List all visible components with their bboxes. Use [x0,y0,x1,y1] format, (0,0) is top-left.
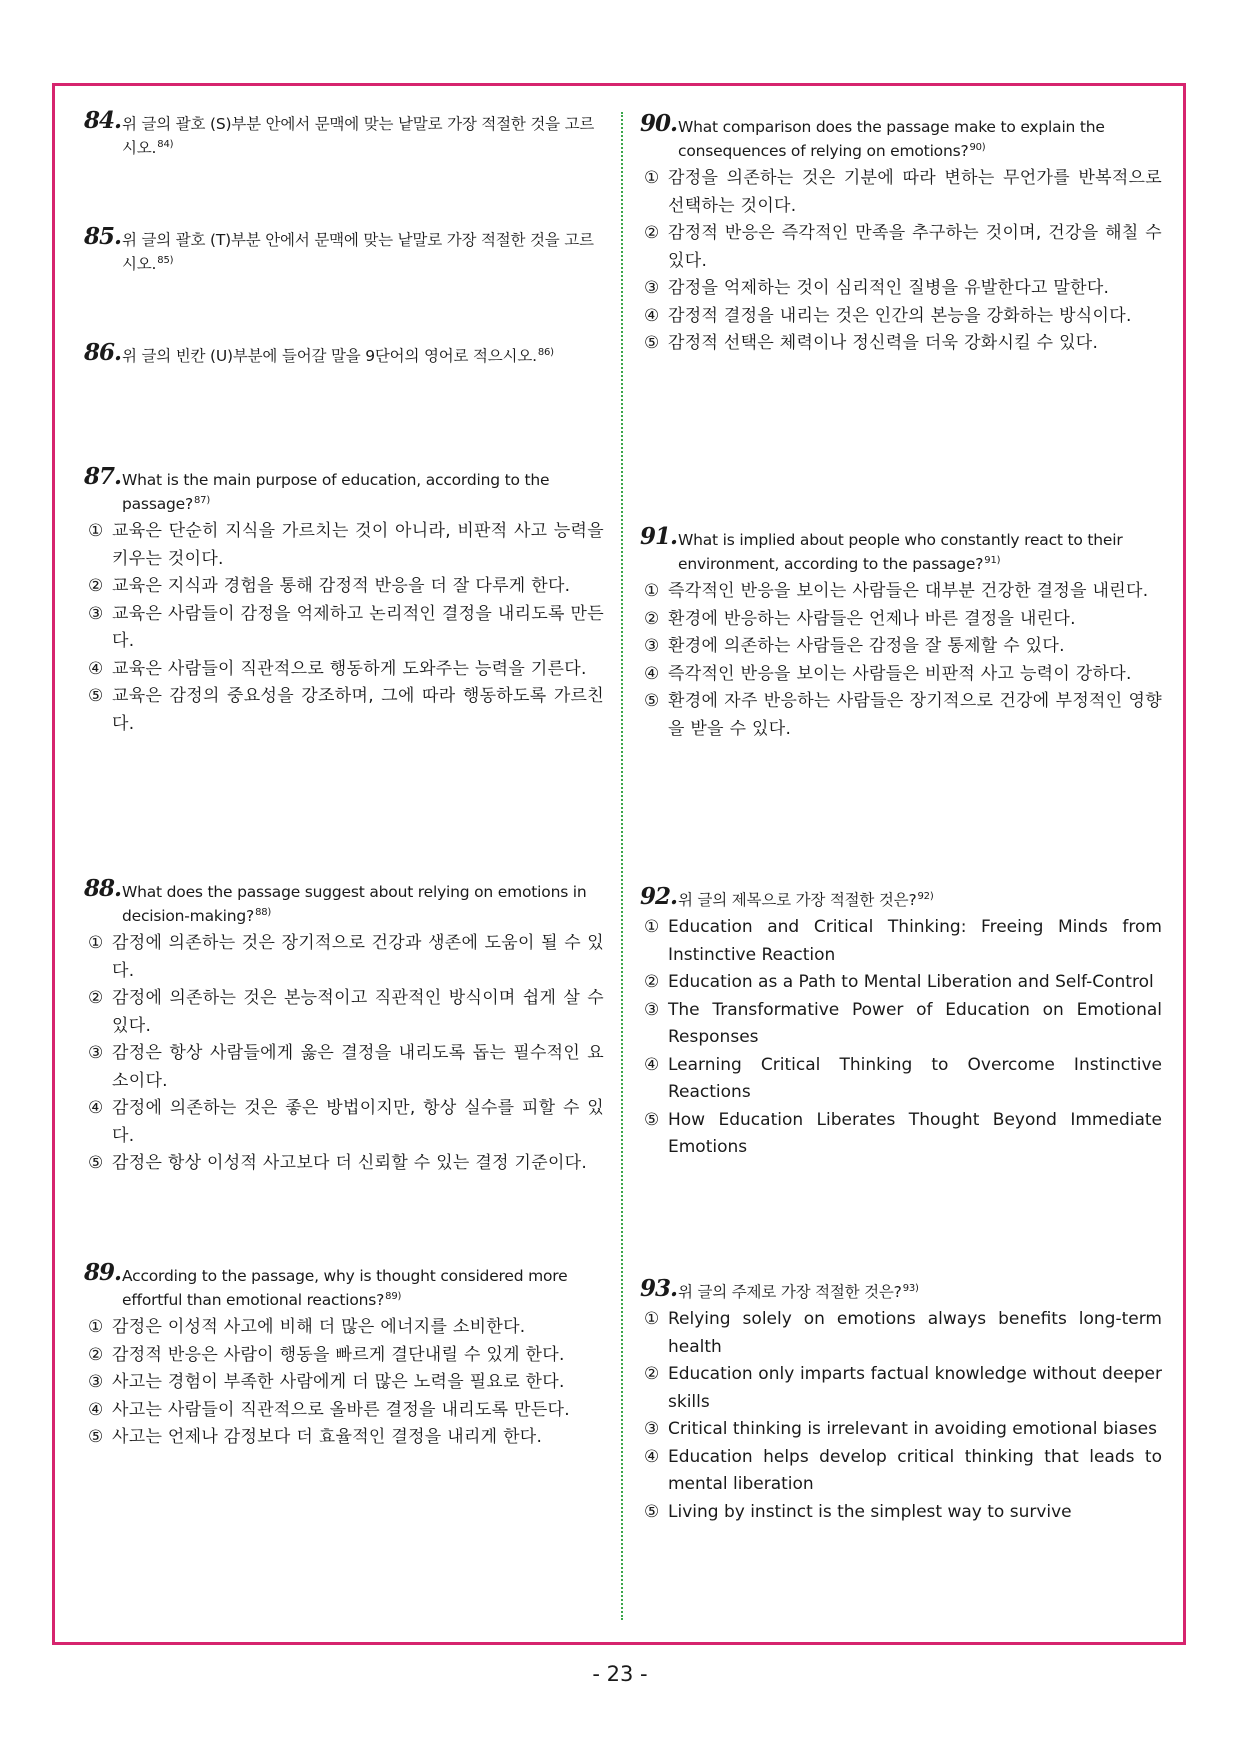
option-2[interactable] [84,985,604,1040]
option-2[interactable] [640,969,1162,997]
option-text: 즉각적인 반응을 보이는 사람들은 비판적 사고 능력이 강하다. [668,663,1132,684]
option-5[interactable] [640,1499,1162,1527]
option-marker: ⑤ [88,1153,104,1173]
option-text: Education as a Path to Mental Liberation and Self-Control [668,972,1154,992]
option-marker: ② [88,1344,104,1365]
option-text: 교육은 지식과 경험을 통해 감정적 반응을 더 잘 다루게 한다. [112,576,571,596]
footnote-ref: 91) [984,554,1001,566]
option-marker: ① [644,1309,660,1329]
option-text: 감정적 선택은 체력이나 정신력을 더욱 강화시킬 수 있다. [668,333,1099,353]
question-number: 91. [640,523,678,550]
option-5[interactable] [640,330,1162,358]
option-text: Living by instinct is the simplest way to survive [668,1501,1072,1522]
option-text: 감정은 항상 사람들에게 옳은 결정을 내리도록 돕는 필수적인 요소이다. [112,1043,604,1091]
option-4[interactable] [640,1052,1162,1107]
option-marker: ④ [644,305,660,326]
question-text: 위 글의 괄호 (S)부분 안에서 문맥에 맞는 낱말로 가장 적절한 것을 고르시오. [122,115,595,157]
question-text: 위 글의 제목으로 가장 적절한 것은? [678,891,917,909]
option-1[interactable] [640,1306,1162,1361]
option-marker: ① [88,1317,104,1337]
option-marker: ① [644,581,660,601]
option-text: How Education Liberates Thought Beyond Immediate Emotions [668,1109,1162,1157]
option-marker: ⑤ [644,1109,660,1130]
option-1[interactable] [640,165,1162,220]
option-5[interactable] [640,1107,1162,1162]
option-4[interactable] [640,1444,1162,1499]
question-number: 86. [84,339,122,366]
option-5[interactable] [84,683,604,738]
question-text: What is implied about people who constantly react to their environment, according to the passage? [678,531,1123,573]
option-marker: ① [644,917,660,937]
option-2[interactable] [640,1361,1162,1416]
question-88 [84,875,604,1178]
option-marker: ③ [644,999,660,1020]
option-2[interactable] [640,606,1162,634]
option-3[interactable] [84,601,604,656]
option-marker: ① [88,521,104,541]
option-3[interactable] [84,1040,604,1095]
option-marker: ④ [644,663,660,684]
question-number: 93. [640,1275,678,1302]
option-text: 사고는 사람들이 직관적으로 올바른 결정을 내리도록 만든다. [112,1399,570,1420]
question-text: What is the main purpose of education, according to the passage? [122,471,550,513]
option-marker: ⑤ [644,333,660,353]
option-3[interactable] [640,1416,1162,1444]
option-text: 감정에 의존하는 것은 좋은 방법이지만, 항상 실수를 피할 수 있다. [112,1098,604,1146]
option-1[interactable] [640,914,1162,969]
option-text: Education helps develop critical thinking that leads to mental liberation [668,1446,1162,1494]
footnote-ref: 90) [969,141,986,153]
question-93 [640,1275,1162,1526]
option-1[interactable] [640,578,1162,606]
question-90 [640,110,1162,358]
option-text: Education only imparts factual knowledge without deeper skills [668,1364,1162,1412]
question-text: What does the passage suggest about relying on emotions in decision-making? [122,883,587,925]
option-text: 사고는 경험이 부족한 사람에게 더 많은 노력을 필요로 한다. [112,1372,565,1392]
question-number: 92. [640,883,678,910]
option-text: 감정적 반응은 즉각적인 만족을 추구하는 것이며, 건강을 해칠 수 있다. [668,223,1162,271]
option-text: 교육은 단순히 지식을 가르치는 것이 아니라, 비판적 사고 능력을 키우는 것이다. [112,521,604,569]
option-marker: ④ [88,1098,104,1118]
footnote-ref: 87) [194,494,211,506]
option-4[interactable] [640,303,1162,331]
option-marker: ② [644,972,660,992]
question-86 [84,339,604,368]
question-text: 위 글의 괄호 (T)부분 안에서 문맥에 맞는 낱말로 가장 적절한 것을 고르시오. [122,231,594,273]
question-91 [640,523,1162,743]
option-marker: ① [644,168,660,188]
option-3[interactable] [84,1369,604,1397]
question-85 [84,223,604,276]
option-3[interactable] [640,275,1162,303]
option-text: 감정을 의존하는 것은 기분에 따라 변하는 무언가를 반복적으로 선택하는 것이다. [668,168,1162,216]
option-5[interactable] [84,1424,604,1452]
option-4[interactable] [84,1397,604,1425]
option-2[interactable] [84,573,604,601]
option-marker: ⑤ [644,691,660,711]
option-4[interactable] [84,656,604,684]
footnote-ref: 89) [385,1290,402,1302]
footnote-ref: 86) [537,346,554,358]
footnote-ref: 88) [255,906,272,918]
option-marker: ② [88,576,104,596]
option-text: 교육은 감정의 중요성을 강조하며, 그에 따라 행동하도록 가르친다. [112,686,604,734]
option-marker: ③ [644,1419,660,1439]
option-2[interactable] [84,1342,604,1370]
option-marker: ⑤ [88,686,104,706]
option-3[interactable] [640,997,1162,1052]
option-marker: ③ [88,1372,104,1392]
column-divider [621,112,623,1620]
option-marker: ③ [644,636,660,656]
option-marker: ④ [644,1054,660,1075]
footnote-ref: 84) [157,138,174,150]
option-1[interactable] [84,1314,604,1342]
option-4[interactable] [640,661,1162,689]
option-marker: ① [88,933,104,953]
question-number: 85. [84,223,122,250]
option-text: 감정은 이성적 사고에 비해 더 많은 에너지를 소비한다. [112,1317,526,1337]
question-89 [84,1259,604,1452]
question-number: 90. [640,110,678,137]
option-text: 감정에 의존하는 것은 본능적이고 직관적인 방식이며 쉽게 살 수 있다. [112,988,604,1036]
option-text: 감정적 결정을 내리는 것은 인간의 본능을 강화하는 방식이다. [668,305,1132,326]
option-text: 교육은 사람들이 직관적으로 행동하게 도와주는 능력을 기른다. [112,658,587,679]
option-marker: ④ [88,1399,104,1420]
option-text: The Transformative Power of Education on Emotional Responses [668,999,1162,1047]
option-text: 사고는 언제나 감정보다 더 효율적인 결정을 내리게 한다. [112,1427,543,1447]
option-text: 감정에 의존하는 것은 장기적으로 건강과 생존에 도움이 될 수 있다. [112,933,604,981]
option-text: Learning Critical Thinking to Overcome Instinctive Reactions [668,1054,1162,1102]
question-text: According to the passage, why is thought considered more effortful than emotional reactions? [122,1267,568,1309]
option-text: 교육은 사람들이 감정을 억제하고 논리적인 결정을 내리도록 만든다. [112,603,604,651]
question-text: What comparison does the passage make to explain the consequences of relying on emotions? [678,118,1105,160]
footnote-ref: 92) [917,890,934,902]
option-marker: ③ [88,1043,104,1063]
option-text: 환경에 자주 반응하는 사람들은 장기적으로 건강에 부정적인 영향을 받을 수 있다. [668,691,1162,739]
footnote-ref: 85) [157,254,174,266]
page-number: - 23 - [592,1662,648,1686]
option-text: Relying solely on emotions always benefits long-term health [668,1309,1162,1357]
question-87 [84,463,604,738]
option-3[interactable] [640,633,1162,661]
option-marker: ② [644,608,660,629]
option-text: 환경에 의존하는 사람들은 감정을 잘 통제할 수 있다. [668,636,1065,656]
footnote-ref: 93) [902,1282,919,1294]
option-marker: ④ [88,658,104,679]
option-marker: ④ [644,1446,660,1467]
option-marker: ② [644,223,660,243]
option-marker: ② [644,1364,660,1384]
option-text: 환경에 반응하는 사람들은 언제나 바른 결정을 내린다. [668,608,1076,629]
option-marker: ⑤ [644,1501,660,1522]
option-5[interactable] [84,1150,604,1178]
question-text: 위 글의 빈칸 (U)부분에 들어갈 말을 9단어의 영어로 적으시오. [122,347,537,365]
option-text: Education and Critical Thinking: Freeing Minds from Instinctive Reaction [668,917,1162,965]
option-text: 감정적 반응은 사람이 행동을 빠르게 결단내릴 수 있게 한다. [112,1344,565,1365]
option-2[interactable] [640,220,1162,275]
question-text: 위 글의 주제로 가장 적절한 것은? [678,1283,902,1301]
option-marker: ③ [88,603,104,624]
option-text: 감정을 억제하는 것이 심리적인 질병을 유발한다고 말한다. [668,278,1110,298]
option-text: 감정은 항상 이성적 사고보다 더 신뢰할 수 있는 결정 기준이다. [112,1153,588,1173]
option-marker: ⑤ [88,1427,104,1447]
question-92 [640,883,1162,1162]
question-number: 87. [84,463,122,490]
option-4[interactable] [84,1095,604,1150]
question-84 [84,107,604,160]
option-marker: ③ [644,278,660,298]
question-number: 84. [84,107,122,134]
option-marker: ② [88,988,104,1008]
question-number: 88. [84,875,122,902]
option-text: 즉각적인 반응을 보이는 사람들은 대부분 건강한 결정을 내린다. [668,581,1149,601]
question-number: 89. [84,1259,122,1286]
option-text: Critical thinking is irrelevant in avoiding emotional biases [668,1419,1157,1439]
option-1[interactable] [84,518,604,573]
option-1[interactable] [84,930,604,985]
option-5[interactable] [640,688,1162,743]
